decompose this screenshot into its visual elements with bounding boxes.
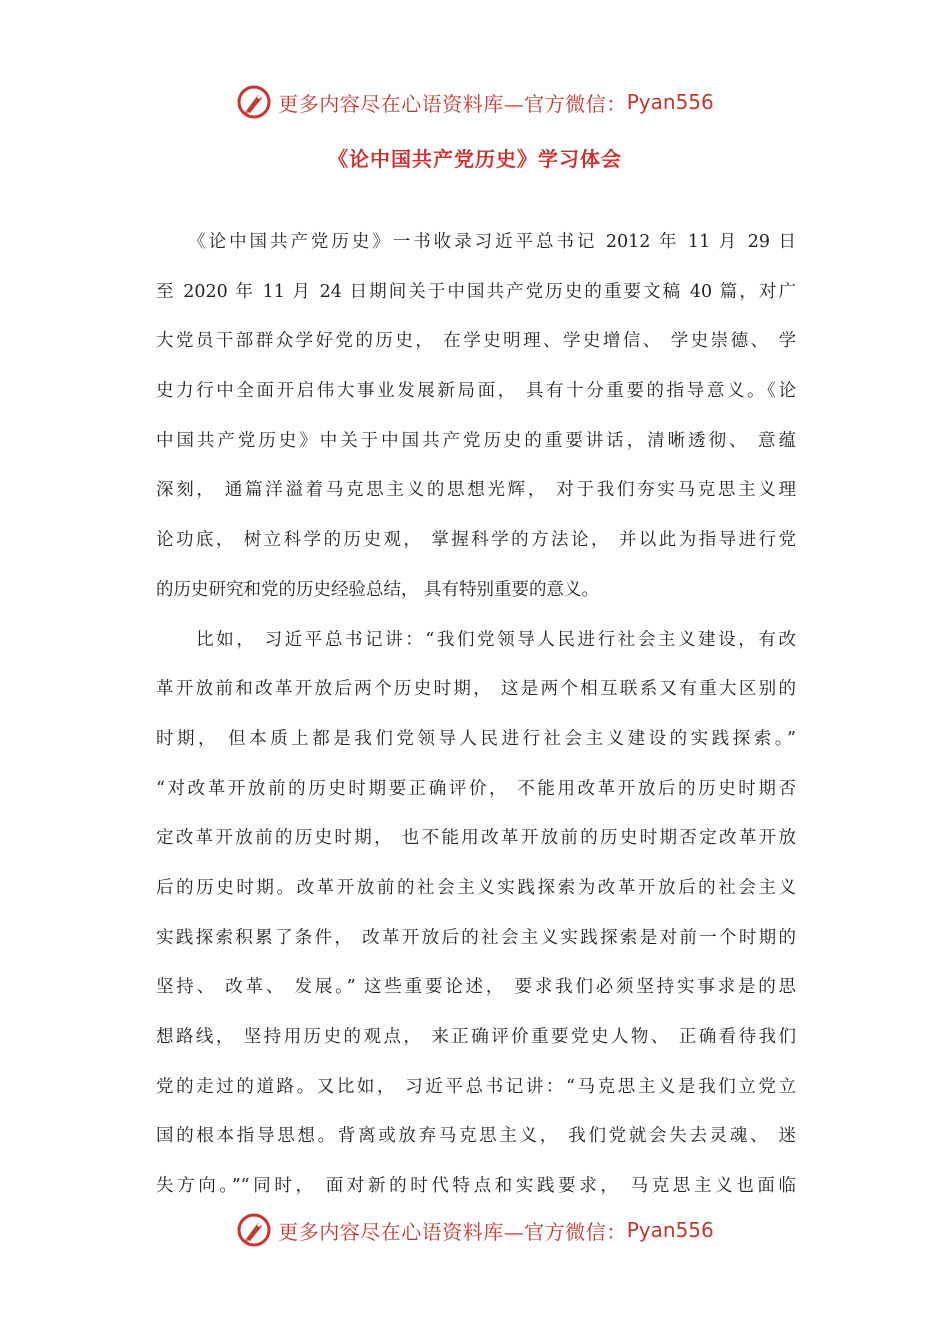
banner-text: 更多内容尽在心语资料库—官方微信： — [278, 1219, 627, 1244]
body-line: 中国共产党历史》中关于中国共产党历史的重要讲话，清晰透彻、 意蕴 — [156, 430, 796, 451]
body-line: 比如， 习近平总书记讲：“我们党领导人民进行社会主义建设，有改 — [156, 629, 796, 650]
body-line: 国的根本指导思想。背离或放弃马克思主义， 我们党就会失去灵魂、 迷 — [156, 1126, 796, 1147]
body-line: 至 2020 年 11 月 24 日期间关于中国共产党历史的重要文稿 40 篇，对广 — [156, 281, 796, 302]
body-line: 实践探索积累了条件， 改革开放后的社会主义实践探索是对前一个时期的 — [156, 927, 796, 948]
body-line: 深刻， 通篇洋溢着马克思主义的思想光辉， 对于我们夯实马克思主义理 — [156, 480, 796, 501]
body-line: 坚持、 改革、 发展。” 这些重要论述， 要求我们必须坚持实事求是的思 — [156, 977, 796, 998]
pen-nib-logo-icon — [236, 1212, 272, 1248]
body-line: 大党员干部群众学好党的历史， 在学史明理、学史增信、 学史崇德、 学 — [156, 331, 796, 352]
banner-wechat-id: Pyan556 — [626, 1218, 714, 1242]
banner-text: 更多内容尽在心语资料库—官方微信： — [278, 91, 627, 116]
body-line: 《论中国共产党历史》一书收录习近平总书记 2012 年 11 月 29 日 — [156, 232, 796, 252]
body-line: 史力行中全面开启伟大事业发展新局面， 具有十分重要的指导意义。《论 — [156, 381, 796, 402]
document-title: 《论中国共产党历史》学习体会 — [328, 147, 622, 171]
body-line: 时期， 但本质上都是我们党领导人民进行社会主义建设的实践探索。” — [156, 728, 796, 749]
header-banner — [0, 80, 950, 124]
body-line: 党的走过的道路。又比如， 习近平总书记讲：“马克思主义是我们立党立 — [156, 1076, 796, 1097]
body-line: 后的历史时期。改革开放前的社会主义实践探索为改革开放后的社会主义 — [156, 877, 796, 898]
document-body — [156, 218, 796, 1212]
banner-wechat-id: Pyan556 — [626, 90, 714, 114]
body-line: “对改革开放前的历史时期要正确评价， 不能用改革开放后的历史时期否 — [156, 778, 796, 799]
body-line: 的历史研究和党的历史经验总结， 具有特别重要的意义。 — [156, 579, 600, 600]
body-line: 失方向。”“同时， 面对新的时代特点和实践要求， 马克思主义也面临 — [156, 1176, 796, 1197]
body-line: 定改革开放前的历史时期， 也不能用改革开放前的历史时期否定改革开放 — [156, 828, 796, 849]
body-line: 论功底， 树立科学的历史观， 掌握科学的方法论， 并以此为指导进行党 — [156, 530, 796, 551]
footer-banner — [0, 1208, 950, 1252]
body-line: 革开放前和改革开放后两个历史时期， 这是两个相互联系又有重大区别的 — [156, 679, 796, 700]
pen-nib-logo-icon — [236, 84, 272, 120]
body-line: 想路线， 坚持用历史的观点， 来正确评价重要党史人物、 正确看待我们 — [156, 1027, 796, 1047]
